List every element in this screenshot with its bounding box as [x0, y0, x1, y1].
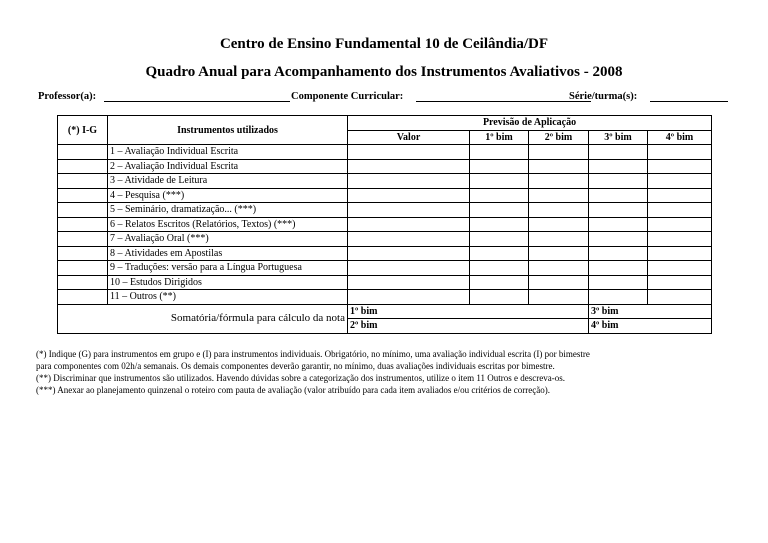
bim3-cell[interactable]	[589, 217, 648, 232]
instrument-label: 7 – Avaliação Oral (***)	[108, 232, 348, 247]
instrument-label: 8 – Atividades em Apostilas	[108, 246, 348, 261]
footnotes	[36, 348, 736, 396]
bim1-cell[interactable]	[470, 188, 529, 203]
header-bim-1: 1º bim	[470, 130, 529, 145]
note-3: (**) Discriminar que instrumentos são utilizados. Havendo dúvidas sobre a categorização dos instrumentos, utilize o item 11 Outros e descreva-os.	[36, 373, 566, 383]
bim3-cell[interactable]	[589, 159, 648, 174]
valor-cell[interactable]	[348, 203, 470, 218]
instrument-label: 11 – Outros (**)	[108, 290, 348, 305]
bim2-cell[interactable]	[529, 203, 589, 218]
valor-cell[interactable]	[348, 217, 470, 232]
table-row	[58, 246, 712, 261]
table-row	[58, 188, 712, 203]
ig-cell[interactable]	[58, 174, 108, 189]
instrument-label: 5 – Seminário, dramatização... (***)	[108, 203, 348, 218]
ig-cell[interactable]	[58, 203, 108, 218]
somatoria-label: Somatória/fórmula para cálculo da nota	[58, 304, 348, 333]
evaluation-table	[57, 115, 712, 334]
instrument-label: 1 – Avaliação Individual Escrita	[108, 145, 348, 160]
valor-cell[interactable]	[348, 188, 470, 203]
serie-label: Série/turma(s):	[569, 91, 638, 102]
bim1-cell[interactable]	[470, 203, 529, 218]
note-1: (*) Indique (G) para instrumentos em grupo e (I) para instrumentos individuais. Obrigatório, no mínimo, uma avaliação individual escrita (I) por bimestre	[36, 349, 590, 359]
sum-bim-2[interactable]: 2º bim	[348, 319, 589, 334]
valor-cell[interactable]	[348, 145, 470, 160]
form-fields	[38, 91, 738, 105]
bim4-cell[interactable]	[648, 203, 712, 218]
instrument-label: 4 – Pesquisa (***)	[108, 188, 348, 203]
valor-cell[interactable]	[348, 232, 470, 247]
valor-cell[interactable]	[348, 275, 470, 290]
bim3-cell[interactable]	[589, 145, 648, 160]
bim4-cell[interactable]	[648, 145, 712, 160]
bim1-cell[interactable]	[470, 145, 529, 160]
bim3-cell[interactable]	[589, 188, 648, 203]
bim4-cell[interactable]	[648, 232, 712, 247]
bim1-cell[interactable]	[470, 217, 529, 232]
header-previsao: Previsão de Aplicação	[348, 116, 712, 131]
ig-cell[interactable]	[58, 290, 108, 305]
table-row	[58, 290, 712, 305]
instrument-label: 10 – Estudos Dirigidos	[108, 275, 348, 290]
componente-label: Componente Curricular:	[291, 91, 404, 102]
table-row	[58, 159, 712, 174]
ig-cell[interactable]	[58, 188, 108, 203]
bim1-cell[interactable]	[470, 290, 529, 305]
valor-cell[interactable]	[348, 261, 470, 276]
ig-cell[interactable]	[58, 145, 108, 160]
bim2-cell[interactable]	[529, 174, 589, 189]
valor-cell[interactable]	[348, 290, 470, 305]
bim3-cell[interactable]	[589, 246, 648, 261]
professor-label: Professor(a):	[38, 91, 97, 102]
somatoria-row	[58, 304, 712, 319]
bim4-cell[interactable]	[648, 275, 712, 290]
header-bim-2: 2º bim	[529, 130, 589, 145]
valor-cell[interactable]	[348, 159, 470, 174]
ig-cell[interactable]	[58, 159, 108, 174]
bim1-cell[interactable]	[470, 174, 529, 189]
bim3-cell[interactable]	[589, 261, 648, 276]
bim2-cell[interactable]	[529, 261, 589, 276]
header-valor: Valor	[348, 130, 470, 145]
table-row	[58, 275, 712, 290]
bim4-cell[interactable]	[648, 217, 712, 232]
bim3-cell[interactable]	[589, 174, 648, 189]
bim3-cell[interactable]	[589, 275, 648, 290]
bim1-cell[interactable]	[470, 275, 529, 290]
bim3-cell[interactable]	[589, 290, 648, 305]
instrument-label: 6 – Relatos Escritos (Relatórios, Textos) (***)	[108, 217, 348, 232]
instrument-label: 2 – Avaliação Individual Escrita	[108, 159, 348, 174]
bim2-cell[interactable]	[529, 246, 589, 261]
bim2-cell[interactable]	[529, 159, 589, 174]
bim2-cell[interactable]	[529, 232, 589, 247]
serie-field[interactable]	[650, 101, 728, 102]
instrument-label: 3 – Atividade de Leitura	[108, 174, 348, 189]
ig-cell[interactable]	[58, 232, 108, 247]
bim2-cell[interactable]	[529, 188, 589, 203]
professor-field[interactable]	[104, 101, 290, 102]
ig-cell[interactable]	[58, 275, 108, 290]
header-ig: (*) I-G	[58, 116, 108, 145]
note-4: (***) Anexar ao planejamento quinzenal o roteiro com pauta de avaliação (valor atribuído para cada item avaliados e/ou critérios de correção).	[36, 385, 551, 395]
table-row	[58, 174, 712, 189]
bim4-cell[interactable]	[648, 246, 712, 261]
componente-field[interactable]	[416, 101, 591, 102]
bim2-cell[interactable]	[529, 290, 589, 305]
instrument-label: 9 – Traduções: versão para a Língua Portuguesa	[108, 261, 348, 276]
sum-bim-1[interactable]: 1º bim	[348, 304, 589, 319]
table-row	[58, 261, 712, 276]
sum-bim-4[interactable]: 4º bim	[589, 319, 712, 334]
header-bim-4: 4º bim	[648, 130, 712, 145]
bim1-cell[interactable]	[470, 232, 529, 247]
bim1-cell[interactable]	[470, 159, 529, 174]
table-row	[58, 145, 712, 160]
ig-cell[interactable]	[58, 217, 108, 232]
bim4-cell[interactable]	[648, 174, 712, 189]
valor-cell[interactable]	[348, 246, 470, 261]
bim3-cell[interactable]	[589, 232, 648, 247]
table-row	[58, 203, 712, 218]
bim1-cell[interactable]	[470, 261, 529, 276]
header-instrumentos: Instrumentos utilizados	[108, 116, 348, 145]
bim4-cell[interactable]	[648, 261, 712, 276]
bim4-cell[interactable]	[648, 290, 712, 305]
bim2-cell[interactable]	[529, 275, 589, 290]
bim3-cell[interactable]	[589, 203, 648, 218]
header-bim-3: 3º bim	[589, 130, 648, 145]
document-title: Quadro Anual para Acompanhamento dos Instrumentos Avaliativos - 2008	[145, 64, 623, 80]
note-2: para componentes com 02h/a semanais. Os demais componentes deverão garantir, no mínimo, duas avaliações individuais escritas por bimestre.	[36, 361, 555, 371]
bim2-cell[interactable]	[529, 217, 589, 232]
sum-bim-3[interactable]: 3º bim	[589, 304, 712, 319]
bim4-cell[interactable]	[648, 159, 712, 174]
ig-cell[interactable]	[58, 261, 108, 276]
table-row	[58, 217, 712, 232]
bim2-cell[interactable]	[529, 145, 589, 160]
bim4-cell[interactable]	[648, 188, 712, 203]
bim1-cell[interactable]	[470, 246, 529, 261]
school-name: Centro de Ensino Fundamental 10 de Ceilândia/DF	[219, 36, 549, 52]
ig-cell[interactable]	[58, 246, 108, 261]
valor-cell[interactable]	[348, 174, 470, 189]
table-row	[58, 232, 712, 247]
